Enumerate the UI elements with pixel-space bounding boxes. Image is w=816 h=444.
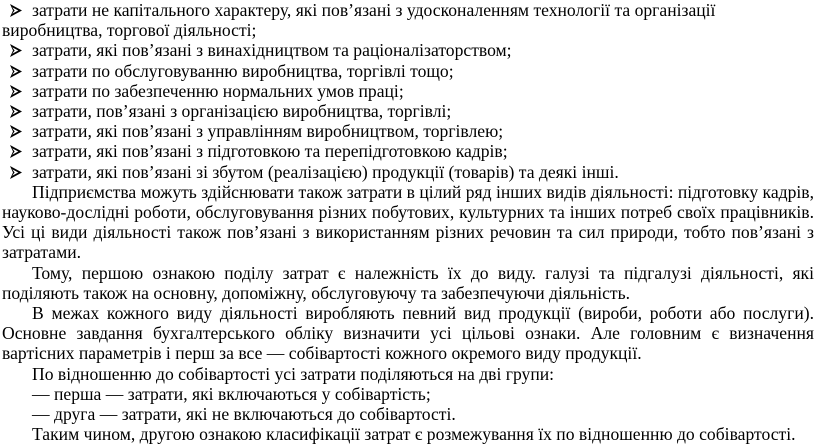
- list-item: [2, 141, 814, 161]
- list-item-text: затрати, які пов’язані зі збутом (реалізацією) продукції (товарів) та деякі інші.: [32, 161, 619, 182]
- cost-type-list: [2, 0, 814, 182]
- arrowhead-bullet-icon: [7, 81, 27, 101]
- list-item: [2, 61, 814, 81]
- group-first-line: — перша — затрати, які включаються у собівартість;: [32, 383, 431, 404]
- list-item-text: затрати, які пов’язані з винахідництвом та раціоналізаторством;: [32, 40, 512, 61]
- list-item-continuation: виробництва, торгової діяльності;: [2, 20, 257, 41]
- list-item: [2, 121, 814, 141]
- group-second-line: — друга — затрати, які не включаються до собівартості.: [32, 404, 456, 425]
- list-item-text: затрати по обслуговуванню виробництва, торгівлі тощо;: [32, 60, 454, 81]
- arrowhead-bullet-icon: [7, 61, 27, 81]
- arrowhead-bullet-icon: [7, 40, 27, 60]
- paragraph-other-activities: Підприємства можуть здійснювати також затрати в цілий ряд інших видів діяльності: підготовку кадрів, науково-дослідні роботи, обслуговування різних побутових, культурних та інших потреб своїх працівників. Усі ці види діяльності також пов’язані з використанням різних речовин та сил природи, тобто пов’язані з затратами.: [2, 181, 814, 263]
- list-item: [2, 40, 814, 60]
- list-item-text: затрати, які пов’язані з підготовкою та перепідготовкою кадрів;: [32, 141, 508, 162]
- list-item: [2, 162, 814, 182]
- arrowhead-bullet-icon: [7, 121, 27, 141]
- arrowhead-bullet-icon: [7, 162, 27, 182]
- list-item: [2, 81, 814, 101]
- paragraph-first-criterion: Тому, першою ознакою поділу затрат є належність їх до виду. галузі та підгалузі діяльності, які поділяють також на основну, допоміжну, обслуговуючу та забезпечуючи діяльність.: [2, 262, 814, 303]
- arrowhead-bullet-icon: [7, 0, 27, 20]
- paragraph-two-groups: По відношенню до собівартості усі затрати поділяються на дві групи:: [32, 363, 555, 384]
- list-item-text: затрати не капітального характеру, які пов’язані з удосконаленням технології та організації: [32, 0, 716, 20]
- list-item-text: затрати, пов’язані з організацією виробництва, торгівлі;: [32, 101, 452, 122]
- arrowhead-bullet-icon: [7, 141, 27, 161]
- paragraph-product-types: В межах кожного виду діяльності виробляють певний вид продукції (вироби, роботи або послуги). Основне завдання бухгалтерського обліку визначити усі цільові ознаки. Але головним є визначення вартісних параметрів і перш за все — собівартості кожного окремого виду продукції.: [2, 303, 814, 364]
- arrowhead-bullet-icon: [7, 101, 27, 121]
- list-item: [2, 0, 814, 40]
- paragraph-second-criterion: Таким чином, другою ознакою класифікації затрат є розмежування їх по відношенню до собівартості.: [32, 424, 796, 444]
- list-item: [2, 101, 814, 121]
- list-item-text: затрати по забезпеченню нормальних умов праці;: [32, 80, 404, 101]
- list-item-text: затрати, які пов’язані з управлінням виробництвом, торгівлею;: [32, 121, 504, 142]
